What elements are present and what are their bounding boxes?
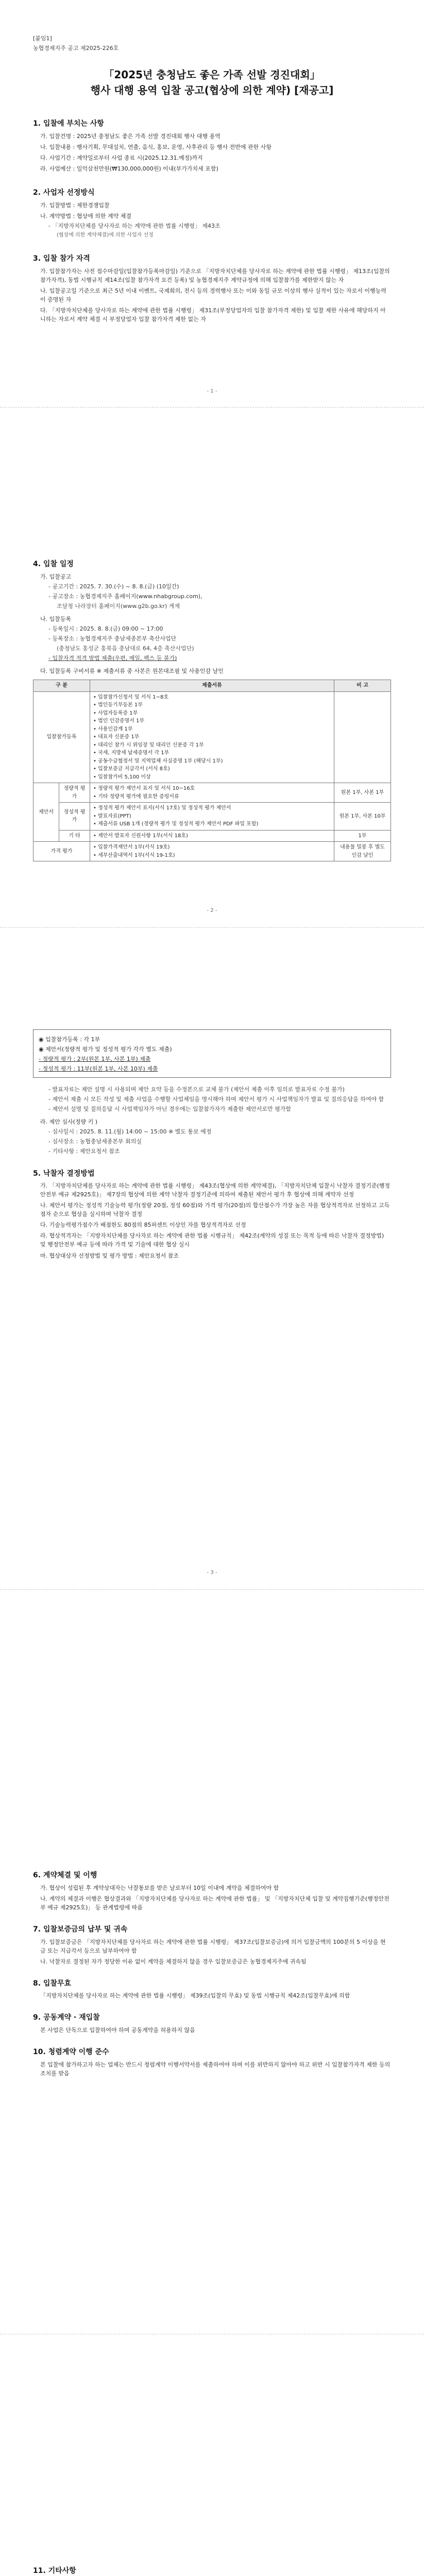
section-3-title: 3. 입찰 참가 자격	[33, 255, 90, 263]
section-4a-title: 가. 입찰공고	[40, 573, 72, 580]
section-7-title: 7. 입찰보증금의 납부 및 귀속	[33, 1925, 128, 1934]
section-4d-title: 라. 제안 심사(정량 키 )	[40, 1118, 98, 1126]
section-1-item: 다. 사업기간 : 계약일로부터 사업 종료 시(2025.12.31.예정)까지	[40, 154, 203, 161]
notice-number: 농협경제지주 공고 제2025-226호	[33, 45, 119, 52]
section-10-title: 10. 청렴계약 이행 준수	[33, 2048, 109, 2057]
doc-item: • 사용인감계 1부	[93, 726, 133, 732]
section-6-item: 가. 협상이 성립된 후 계약상대자는 낙찰통보를 받은 날로부터 10일 이내에 계약을 체결하여야 함	[40, 1884, 279, 1891]
section-7-item: 나. 낙찰자로 결정된 자가 정당한 이유 없이 계약을 체결하지 않을 경우 입찰보증금은 농협경제지주에 귀속됨	[40, 1958, 307, 1965]
section-9-text: 본 사업은 단독으로 입찰하여야 하며 공동계약을 허용하지 않음	[40, 2027, 195, 2034]
doc-item: • 발표자료(PPT)	[93, 813, 131, 819]
submission-count-box	[33, 1029, 391, 1078]
section-7-item: 가. 입찰보증금은 「지방자치단체를 당사자로 하는 계약에 관한 법률 시행령」 제37조(입찰보증금)에 의거 입찰금액의 100분의 5 이상을 현금 또는 지급각서 등으로 납부하여야 함	[40, 1938, 386, 1954]
doc-item: • 대표자 신분증 1부	[93, 734, 140, 740]
section-3-item: 나. 입찰공고일 기준으로 최근 5년 이내 이벤트, 국제회의, 전시 등의 경력행사 또는 이와 동일 규모 이상의 행사 실적이 있는 자로서 이행능력이 증명된 자	[40, 287, 386, 303]
section-3-item: 가. 입찰참가자는 사전 접수마감일(입찰참가등록마감일) 기준으로 「지방자치단체를 당사자로 하는 계약에 관한 법률 시행령」 제13조(입찰의 참가자격), 동법 시행규칙 제14조(입찰 참가자격 요건 등록) 및 농협경제지주 계약규정에 의해 입찰참가를 제한받지 않는 자	[40, 267, 390, 284]
title-line-1: 「2025년 충청남도 좋은 가족 선발 경진대회」	[104, 69, 320, 81]
table-header: 비 고	[334, 680, 391, 692]
table-cell-docs	[90, 803, 334, 831]
section-4b-title: 나. 입찰등록	[40, 615, 72, 622]
section-11-title: 11. 기타사항	[33, 2567, 76, 2575]
table-cell-note: 내용물 밀봉 후 별도 인감 날인	[334, 842, 391, 861]
doc-item: • 세부산출내역서 1부(서식 19-1호)	[93, 852, 175, 858]
page-number: - 2 -	[207, 908, 217, 913]
page-3	[0, 1025, 424, 1260]
title-line-2: 행사 대행 용역 입찰 공고(협상에 의한 계약) [재공고]	[90, 84, 334, 97]
box-note: ◉ 제안서(정량적 평가 및 정성적 평가 각각 별도 제출)	[39, 1046, 172, 1053]
document-title	[33, 67, 391, 98]
table-row	[33, 803, 391, 831]
section-4a-item: - 공고장소 : 농협경제지주 홈페이지(www.nhabgroup.com),	[48, 592, 202, 600]
section-4b-item: - 입찰자격 적격 방법 제출(우편, 메일, 팩스 등 불가)	[48, 655, 177, 662]
page-divider	[0, 927, 424, 928]
doc-item: • 입찰가격제안서 1부(서식 19호)	[93, 844, 170, 851]
section-2-item: 가. 입찰방법 : 제한경쟁입찰	[40, 201, 110, 209]
section-3-item: 다. 「지방자치단체를 당사자로 하는 계약에 관한 법률 시행령」 제31조(부정당업자의 입찰 참가자격 제한) 및 입찰 제한 사유에 해당하지 아니하는 자로서 계약 체결 시 부정당업자 입찰 참가자격 제한 없는 자	[40, 307, 386, 323]
section-4-note: - 제안서 설명 및 질의응답 시 사업책임자가 아닌 경우에는 입찰참가자가 제출한 제안서로만 평가함	[48, 1106, 291, 1113]
table-cell-docs	[90, 842, 334, 861]
table-header: 구 분	[33, 680, 90, 692]
doc-item: • 법인 인감증명서 1부	[93, 718, 145, 724]
table-cell-note: 1부	[334, 830, 391, 842]
section-2-sub-note: (협상에 의한 계약체결)에 의한 사업자 선정	[57, 232, 154, 238]
box-note: - 정성적 평가 : 11부(원본 1부, 사본 10부) 제출	[39, 1065, 158, 1073]
table-cell-note	[334, 691, 391, 783]
section-10-text: 본 입찰에 참가하고자 하는 업체는 반드시 청렴계약 이행서약서를 제출하여야 하며 이를 위반하지 않아야 하고 위반 시 입찰참가자격 제한 등의 조치를 받음	[40, 2061, 391, 2077]
section-1-title: 1. 입찰에 부치는 사항	[33, 120, 104, 128]
page-4	[0, 1860, 424, 2078]
section-5-item: 나. 제안서 평가는 정성적 기술능력 평가(정량 20점, 정성 60점)와 가격 평가(20점)의 합산점수가 가장 높은 자를 협상적격자로 선정하고 고득점자 순으로 협상을 실시하며 낙찰자 결정	[40, 1202, 390, 1218]
box-note: ◉ 입찰참가등록 : 각 1부	[39, 1036, 100, 1043]
section-2-sub: - 「지방자치단체를 당사자로 하는 계약에 관한 법률 시행령」 제43조	[48, 222, 221, 229]
section-4b-item: (충청남도 홍성군 홍북읍 충남대로 64, 4층 축산사업단)	[57, 645, 194, 652]
doc-item: • 정성적 평가 제안서 표지(서식 17호) 및 정성적 평가 제안서	[93, 805, 231, 811]
doc-item: • 제출서류 USB 1개 (정량적 평가 및 정성적 평가 제안서 PDF 파일 포함)	[93, 821, 259, 827]
doc-item: • 입찰보증금 지급각서 (서식 8호)	[93, 766, 170, 772]
doc-item: • 입찰참가비 5,100 이상	[93, 774, 151, 780]
doc-item: • 국세, 지방세 납세증명서 각 1부	[93, 750, 169, 756]
doc-item: • 사업자등록증 1부	[93, 710, 138, 716]
page-2	[0, 549, 424, 861]
table-cell-sub: 기 타	[59, 830, 90, 842]
section-8-text: 「지방자치단체를 당사자로 하는 계약에 관한 법률 시행령」 제39조(입찰의 무효) 및 동법 시행규칙 제42조(입찰무효)에 의함	[40, 1992, 350, 1999]
page-number: - 3 -	[207, 1570, 217, 1575]
page-1	[0, 34, 424, 324]
table-row	[33, 830, 391, 842]
section-1-item: 가. 입찰건명 : 2025년 충청남도 좋은 가족 선발 경진대회 행사 대행 용역	[40, 132, 221, 140]
section-4b-item: - 등록장소 : 농협경제지주 충남세종본부 축산사업단	[48, 635, 177, 642]
section-4a-item: 조달청 나라장터 홈페이지(www.g2b.go.kr) 게재	[57, 602, 180, 609]
table-cell-note: 원본 1부, 사본 1부	[334, 783, 391, 803]
doc-item: • 제안서 발표자 신원사항 1부(서식 18호)	[93, 833, 188, 839]
page-divider	[0, 1589, 424, 1590]
table-row	[33, 783, 391, 803]
table-cell-group: 입찰참가등록	[33, 691, 90, 783]
table-cell-docs	[90, 783, 334, 803]
table-cell-group: 가격 평가	[33, 842, 90, 861]
section-8-title: 8. 입찰무효	[33, 1979, 72, 1988]
attachment-label: [붙임1]	[33, 35, 52, 42]
section-2-title: 2. 사업자 선정방식	[33, 188, 95, 197]
section-5-item: 다. 기술능력평가점수가 배점한도 80점의 85퍼센트 이상인 자를 협상적격자로 선정	[40, 1222, 246, 1229]
section-1-item: 라. 사업예산 : 일억삼천만원(₩130,000,000원) 이내(부가가치세 포함)	[40, 165, 218, 172]
table-cell-sub: 정성적 평가	[59, 803, 90, 831]
doc-item: • 공동수급협정서 및 지역업체 사실증명 1부 (해당시 1부)	[93, 758, 223, 764]
section-6-title: 6. 계약체결 및 이행	[33, 1871, 97, 1879]
table-cell-sub: 정량적 평가	[59, 783, 90, 803]
section-4-title: 4. 입찰 일정	[33, 560, 74, 568]
section-4b-item: - 등록일시 : 2025. 8. 8.(금) 09:00 ~ 17:00	[48, 625, 163, 632]
section-4c-title: 다. 입찰등록 구비서류 ※ 제출서류 중 사본은 원본대조필 및 사용인감 날인	[40, 668, 224, 675]
section-9-title: 9. 공동계약 · 재입찰	[33, 2013, 100, 2022]
section-1-item: 나. 입찰내용 : 행사기획, 무대설치, 연출, 음식, 홍보, 운영, 사후관리 등 행사 전반에 관한 사항	[40, 143, 272, 150]
section-4-note: - 제안서 제출 시 모든 작성 및 제출 사업을 수행할 사업체임을 명시해야 하며 제안서 평가 시 사업책임자가 발표 및 질의응답을 하여야 함	[48, 1096, 384, 1103]
table-row	[33, 691, 391, 783]
doc-item: • 법인등기부등본 1부	[93, 702, 143, 708]
page-5	[0, 2555, 424, 2576]
section-4-note: - 발표자료는 제안 설명 시 사용되며 제안 요약 등을 수정본으로 교체 불가 (제안서 제출 이후 임의로 발표자료 수정 불가)	[48, 1086, 345, 1093]
section-4d-item: - 심사장소 : 농협충남세종본부 회의실	[48, 1138, 142, 1145]
required-documents-table	[33, 680, 391, 861]
table-header-row	[33, 680, 391, 692]
section-2-item: 나. 계약방법 : 협상에 의한 계약 체결	[40, 212, 131, 219]
doc-item: • 입찰참가신청서 및 서식 1~8호	[93, 694, 168, 700]
doc-item: • 기타 정량적 평가에 필요한 증빙서류	[93, 793, 179, 800]
table-cell-group: 제안서	[33, 783, 59, 842]
page-divider	[0, 407, 424, 408]
table-cell-docs	[90, 691, 334, 783]
section-5-title: 5. 낙찰자 결정방법	[33, 1169, 95, 1178]
table-cell-docs	[90, 830, 334, 842]
section-5-item: 가. 「지방자치단체를 당사자로 하는 계약에 관한 법률 시행령」 제43조(협상에 의한 계약체결), 「지방자치단체 입찰시 낙찰자 결정기준(행정안전부 예규 제2925호)」 제7장의 협상에 의한 계약 낙찰자 결정기준에 의하여 제출된 제안서 평가 후 협상에 의해 계약자 선정	[40, 1182, 390, 1198]
table-row	[33, 842, 391, 861]
box-note: - 정량적 평가 : 2부(원본 1부, 사본 1부) 제출	[39, 1056, 151, 1063]
section-5-item: 라. 협상적격자는 「지방자치단체를 당사자로 하는 계약에 관한 법률 시행규칙」 제42조(계약의 성질 또는 목적 등에 따른 낙찰자 결정방법) 및 행정안전부 예규 등에 따라 가격 및 기술에 대한 협상 실시	[40, 1232, 384, 1248]
section-4a-item: - 공고기간 : 2025. 7. 30.(수) ~ 8. 8.(금) (10일간)	[48, 583, 179, 590]
section-4d-item: - 기타사항 : 제안요청서 참조	[48, 1148, 120, 1155]
table-header: 제출서류	[90, 680, 334, 692]
page-number: - 1 -	[207, 388, 217, 394]
section-5-item: 마. 협상대상자 선정방법 및 평가 방법 : 제안요청서 참조	[40, 1252, 179, 1259]
doc-item: • 대리인 참가 시 위임장 및 대리인 신분증 각 1부	[93, 742, 204, 748]
doc-item: • 정량적 평가 제안서 표지 및 서식 10~16호	[93, 786, 195, 792]
section-6-item: 나. 계약의 체결과 이행은 협상결과와 「지방자치단체를 당사자로 하는 계약에 관한 법률」 및 「지방자치단체 입찰 및 계약집행기준(행정안전부 예규 제2925호)」 등 관계법령에 따름	[40, 1895, 389, 1911]
section-4d-item: - 심사일시 : 2025. 8. 11.(월) 14:00 ~ 15:00 ※ 별도 통보 예정	[48, 1128, 212, 1136]
table-cell-note: 원본 1부, 사본 10부	[334, 803, 391, 831]
